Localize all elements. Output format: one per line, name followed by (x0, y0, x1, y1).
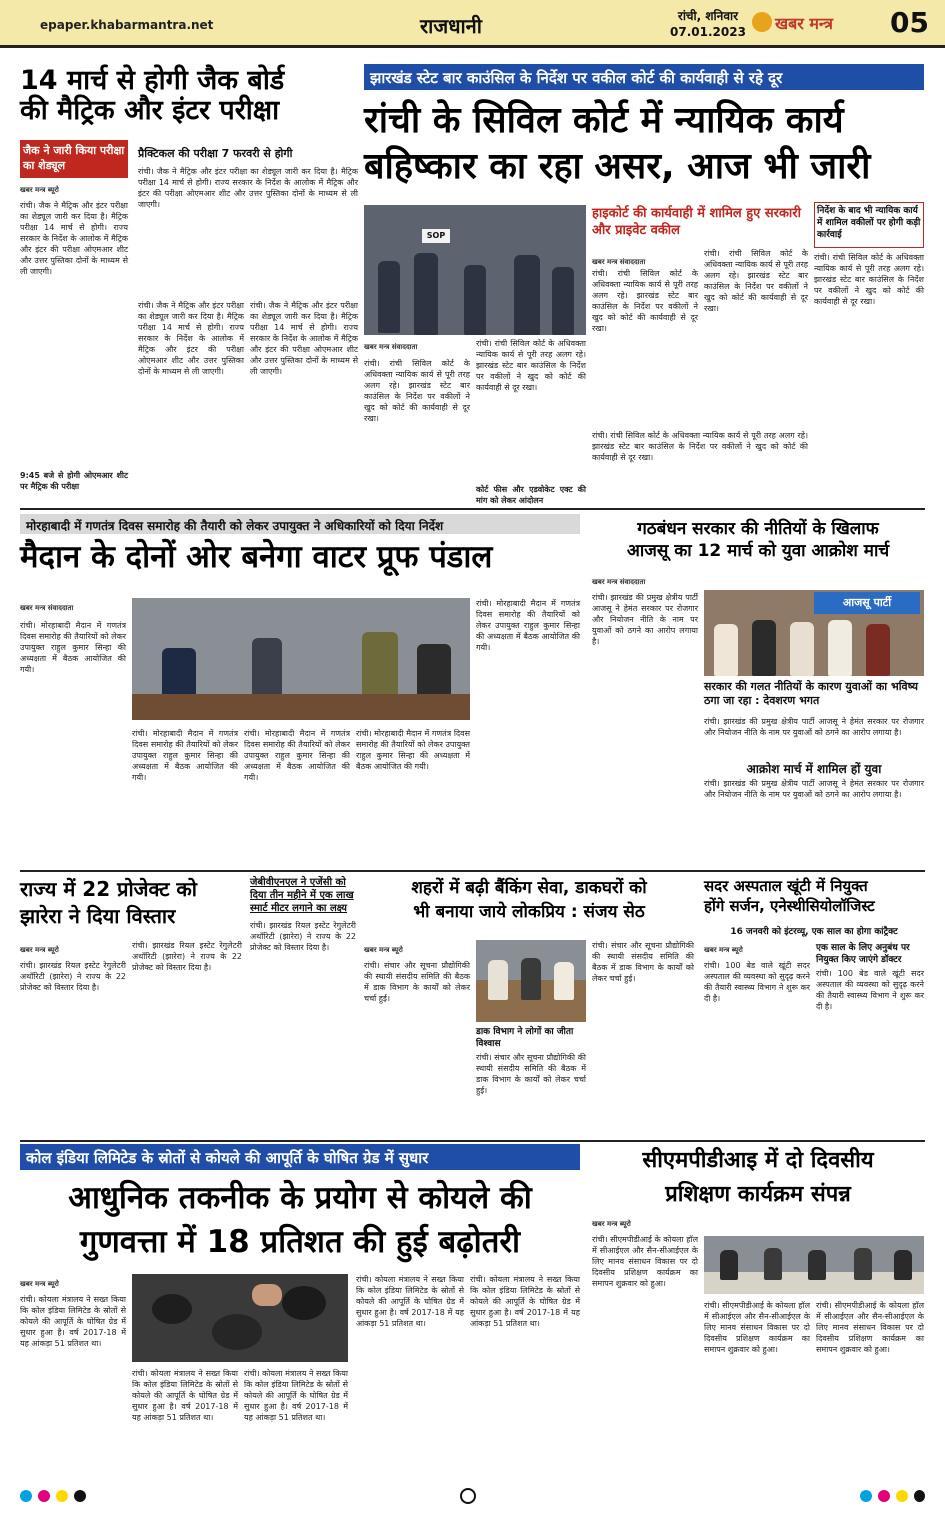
story6-headline (364, 876, 694, 924)
cmpdi-photo (704, 1236, 924, 1294)
story5-headline-line2: झारेरा ने दिया विस्तार (20, 904, 176, 928)
site-url[interactable]: epaper.khabarmantra.net (40, 18, 214, 32)
ajsu-banner: आजसू पार्टी (814, 592, 920, 614)
story6-note: डाक विभाग ने लोगों का जीता विश्वास (476, 1027, 574, 1049)
story7-sub: 16 जनवरी को इंटरव्यू, एक साल का होगा कांट्रैक्ट (730, 927, 898, 937)
page-number: 05 (890, 6, 929, 39)
story4-body: रांची। झारखंड की प्रमुख क्षेत्रीय पार्टी आजसू ने हेमंत सरकार पर रोजगार और नियोजन नीति के नाम पर युवाओं को ठगने का आरोप लगाया है। (592, 593, 698, 646)
story8-kicker: कोल इंडिया लिमिटेड के स्रोतों से कोयले की आपूर्ति के घोषित ग्रेड में सुधार (20, 1144, 580, 1170)
story2-headline-line2: बहिष्कार का रहा असर, आज भी जारी (364, 146, 871, 187)
story8-body-4: रांची। कोयला मंत्रालय ने सख्त किया कि कोल इंडिया लिमिटेड के स्रोतों से कोयले की आपूर्ति के घोषित ग्रेड में सुधार हुआ है। वर्ष 2017-18 में यह आंकड़ा 51 प्रतिशत था। (356, 1275, 464, 1328)
story8-body-3: रांची। कोयला मंत्रालय ने सख्त किया कि कोल इंडिया लिमिटेड के स्रोतों से कोयले की आपूर्ति के घोषित ग्रेड में सुधार हुआ है। वर्ष 2017-18 में यह आंकड़ा 51 प्रतिशत था। (244, 1369, 348, 1422)
story6-body-3: रांची। संचार और सूचना प्रौद्योगिकी की स्थायी संसदीय समिति की बैठक में डाक विभाग के कार्यों को लेकर चर्चा हुई। (592, 941, 694, 983)
section-title: राजधानी (420, 14, 482, 38)
story4-headline-line2: आजसू का 12 मार्च को युवा आक्रोश मार्च (626, 541, 890, 561)
story2-byline-2: खबर मन्त्र संवाददाता (364, 343, 418, 351)
story7-headline-line2: होंगे सर्जन, एनेस्थीसियोलॉजिस्ट (704, 897, 875, 915)
divider (20, 1140, 925, 1142)
story2-body-6: रांची। रांची सिविल कोर्ट के अधिवक्ता न्यायिक कार्य से पूरी तरह अलग रहे। झारखंड स्टेट बार काउंसिल के निर्देश पर वकीलों ने खुद को कोर्ट की कार्यवाही से दूर रखा। (592, 431, 808, 462)
date: 07.01.2023 (670, 25, 746, 39)
story1-headline (20, 66, 360, 125)
story2-body-2: रांची। रांची सिविल कोर्ट के अधिवक्ता न्यायिक कार्य से पूरी तरह अलग रहे। झारखंड स्टेट बार काउंसिल के निर्देश पर वकीलों ने खुद को कोर्ट की कार्यवाही से दूर रखा। (476, 339, 586, 392)
story3-body-3: रांची। मोरहाबादी मैदान में गणतंत्र दिवस समारोह की तैयारियों को लेकर उपायुक्त राहुल कुमार सिन्हा की अध्यक्षता में बैठक आयोजित की गयी। (244, 729, 350, 782)
story8-byline: खबर मन्त्र ब्यूरो (20, 1280, 59, 1288)
story3-kicker: मोरहाबादी में गणतंत्र दिवस समारोह की तैयारी को लेकर उपायुक्त ने अधिकारियों को दिया निर्देश (20, 514, 580, 534)
meeting-photo (132, 598, 470, 720)
story4-sub: सरकार की गलत नीतियों के कारण युवाओं का भविष्य ठगा जा रहा : देवशरण भगत (704, 680, 918, 707)
story5-byline: खबर मन्त्र ब्यूरो (20, 946, 59, 954)
story6-headline-line1: शहरों में बढ़ी बैंकिंग सेवा, डाकघरों को (411, 878, 647, 898)
story3-byline: खबर मन्त्र संवाददाता (20, 604, 74, 612)
story1-byline: खबर मन्त्र ब्यूरो (20, 186, 59, 194)
story9-headline (592, 1144, 924, 1212)
story1-body-3: रांची। जैक ने मैट्रिक और इंटर परीक्षा का शेड्यूल जारी कर दिया है। मैट्रिक परीक्षा 14 मार्च से होगी। राज्य सरकार के निर्देश के आलोक में मैट्रिक और इंटर की परीक्षा ओएमआर शीट और उत्तर पुस्तिका दोनों के माध्यम से ली जाएगी। (138, 301, 244, 376)
story4-headline-line1: गठबंधन सरकार की नीतियों के खिलाफ (637, 519, 879, 539)
story2-side: निर्देश के बाद भी न्यायिक कार्य में शामिल वकीलों पर होगी कड़ी कार्रवाई (814, 202, 924, 248)
story2-headline-line1: रांची के सिविल कोर्ट में न्यायिक कार्य (364, 100, 844, 141)
story4-sub2: आक्रोश मार्च में शामिल हों युवा (746, 762, 882, 776)
story2-body: रांची। रांची सिविल कोर्ट के अधिवक्ता न्यायिक कार्य से पूरी तरह अलग रहे। झारखंड स्टेट बार काउंसिल के निर्देश पर वकीलों ने खुद को कोर्ट की कार्यवाही से दूर रखा। (364, 359, 470, 423)
story2-headline (364, 98, 924, 190)
story8-body: रांची। कोयला मंत्रालय ने सख्त किया कि कोल इंडिया लिमिटेड के स्रोतों से कोयले की आपूर्ति के घोषित ग्रेड में सुधार हुआ है। वर्ष 2017-18 में यह आंकड़ा 51 प्रतिशत था। (20, 1295, 126, 1348)
story2-sub: हाइकोर्ट की कार्यवाही में शामिल हुए सरकारी और प्राइवेट वकील (592, 206, 801, 238)
story9-body-2: रांची। सीएमपीडीआई के कोयला हॉल में सीआईएल और सैन-सीआईएल के लिए मानव संसाधन विकास पर दो दिवसीय प्रशिक्षण कार्यक्रम का समापन शुक्रवार को हुआ। (704, 1301, 810, 1354)
story8-body-5: रांची। कोयला मंत्रालय ने सख्त किया कि कोल इंडिया लिमिटेड के स्रोतों से कोयले की आपूर्ति के घोषित ग्रेड में सुधार हुआ है। वर्ष 2017-18 में यह आंकड़ा 51 प्रतिशत था। (470, 1275, 580, 1328)
sanjay-seth-photo (476, 940, 586, 1022)
story3-body-2: रांची। मोरहाबादी मैदान में गणतंत्र दिवस समारोह की तैयारियों को लेकर उपायुक्त राहुल कुमार सिन्हा की अध्यक्षता में बैठक आयोजित की गयी। (132, 729, 238, 782)
story5-body-3: रांची। झारखंड रियल इस्टेट रेगुलेटरी अथॉरिटी (झारेरा) ने राज्य के 22 प्रोजेक्ट को विस्तार दिया है। (250, 921, 356, 952)
story2-body-5: रांची। रांची सिविल कोर्ट के अधिवक्ता न्यायिक कार्य से पूरी तरह अलग रहे। झारखंड स्टेट बार काउंसिल के निर्देश पर वकीलों ने खुद को कोर्ट की कार्यवाही से दूर रखा। (814, 253, 924, 306)
ajsu-photo (704, 590, 924, 676)
story5-sub: जेबीवीएनएल ने एजेंसी को दिया तीन महीने में एक लाख स्मार्ट मीटर लगाने का लक्ष्य (250, 877, 354, 914)
story3-headline: मैदान के दोनों ओर बनेगा वाटर प्रूफ पंडाल (20, 539, 493, 575)
story9-headline-line1: सीएमपीडीआइ में दो दिवसीय (642, 1148, 874, 1173)
story3-body-5: रांची। मोरहाबादी मैदान में गणतंत्र दिवस समारोह की तैयारियों को लेकर उपायुक्त राहुल कुमार सिन्हा की अध्यक्षता में बैठक आयोजित की गयी। (476, 599, 580, 652)
story5-body-2: रांची। झारखंड रियल इस्टेट रेगुलेटरी अथॉरिटी (झारेरा) ने राज्य के 22 प्रोजेक्ट को विस्तार दिया है। (132, 941, 242, 972)
story4-body-3: रांची। झारखंड की प्रमुख क्षेत्रीय पार्टी आजसू ने हेमंत सरकार पर रोजगार और नियोजन नीति के नाम पर युवाओं को ठगने का आरोप लगाया है। (704, 779, 924, 799)
city-day: रांची, शनिवार (677, 9, 739, 23)
story1-sub: प्रैक्टिकल की परीक्षा 7 फरवरी से होगी (138, 147, 293, 160)
print-registration-bar (20, 1484, 925, 1508)
coal-photo (132, 1274, 348, 1362)
story1-body-2: रांची। जैक ने मैट्रिक और इंटर परीक्षा का शेड्यूल जारी कर दिया है। मैट्रिक परीक्षा 14 मार्च से होगी। राज्य सरकार के निर्देश के आलोक में मैट्रिक और इंटर की परीक्षा ओएमआर शीट और उत्तर पुस्तिका दोनों के माध्यम से ली जाएगी। (138, 167, 358, 209)
story9-byline: खबर मन्त्र ब्यूरो (592, 1220, 631, 1228)
story2-body-4: रांची। रांची सिविल कोर्ट के अधिवक्ता न्यायिक कार्य से पूरी तरह अलग रहे। झारखंड स्टेट बार काउंसिल के निर्देश पर वकीलों ने खुद को कोर्ट की कार्यवाही से दूर रखा। (704, 249, 808, 313)
story1-headline-line1: 14 मार्च से होगी जैक बोर्ड (20, 65, 285, 96)
story5-body: रांची। झारखंड रियल इस्टेट रेगुलेटरी अथॉरिटी (झारेरा) ने राज्य के 22 प्रोजेक्ट को विस्तार दिया है। (20, 961, 126, 992)
story6-body: रांची। संचार और सूचना प्रौद्योगिकी की स्थायी संसदीय समिति की बैठक में डाक विभाग के कार्यों को लेकर चर्चा हुई। (364, 961, 470, 1003)
story2-body-3: रांची। रांची सिविल कोर्ट के अधिवक्ता न्यायिक कार्य से पूरी तरह अलग रहे। झारखंड स्टेट बार काउंसिल के निर्देश पर वकीलों ने खुद को कोर्ट की कार्यवाही से दूर रखा। (592, 269, 698, 333)
story4-body-2: रांची। झारखंड की प्रमुख क्षेत्रीय पार्टी आजसू ने हेमंत सरकार पर रोजगार और नियोजन नीति के नाम पर युवाओं को ठगने का आरोप लगाया है। (704, 717, 924, 737)
story6-headline-line2: भी बनाया जाये लोकप्रिय : संजय सेठ (413, 902, 645, 922)
story6-byline: खबर मन्त्र ब्यूरो (364, 946, 403, 954)
story1-headline-line2: की मैट्रिक और इंटर परीक्षा (20, 94, 280, 126)
story4-headline (592, 518, 924, 562)
story1-note: 9:45 बजे से होगी ओएमआर शीट पर मैट्रिक की परीक्षा (20, 471, 128, 491)
story6-body-2: रांची। संचार और सूचना प्रौद्योगिकी की स्थायी संसदीय समिति की बैठक में डाक विभाग के कार्यों को लेकर चर्चा हुई। (476, 1053, 586, 1095)
sop-sign: SOP (422, 229, 450, 243)
divider (20, 870, 925, 872)
story8-headline-line1: आधुनिक तकनीक के प्रयोग से कोयले की (68, 1180, 532, 1216)
story7-headline (704, 876, 924, 916)
story2-note: कोर्ट फीस और एडवोकेट एक्ट की मांग को लेकर आंदोलन (476, 485, 586, 505)
story7-headline-line1: सदर अस्पताल खूंटी में नियुक्त (704, 877, 868, 895)
story7-byline: खबर मन्त्र ब्यूरो (704, 946, 743, 954)
story8-body-2: रांची। कोयला मंत्रालय ने सख्त किया कि कोल इंडिया लिमिटेड के स्रोतों से कोयले की आपूर्ति के घोषित ग्रेड में सुधार हुआ है। वर्ष 2017-18 में यह आंकड़ा 51 प्रतिशत था। (132, 1369, 238, 1422)
story1-body-4: रांची। जैक ने मैट्रिक और इंटर परीक्षा का शेड्यूल जारी कर दिया है। मैट्रिक परीक्षा 14 मार्च से होगी। राज्य सरकार के निर्देश के आलोक में मैट्रिक और इंटर की परीक्षा ओएमआर शीट और उत्तर पुस्तिका दोनों के माध्यम से ली जाएगी। (250, 301, 358, 376)
story3-body: रांची। मोरहाबादी मैदान में गणतंत्र दिवस समारोह की तैयारियों को लेकर उपायुक्त राहुल कुमार सिन्हा की अध्यक्षता में बैठक आयोजित की गयी। (20, 621, 126, 674)
divider (20, 508, 925, 510)
story8-headline-line2: गुणवत्ता में 18 प्रतिशत की हुई बढ़ोतरी (79, 1224, 521, 1260)
story3-body-4: रांची। मोरहाबादी मैदान में गणतंत्र दिवस समारोह की तैयारियों को लेकर उपायुक्त राहुल कुमार सिन्हा की अध्यक्षता में बैठक आयोजित की गयी। (356, 729, 470, 771)
story4-byline: खबर मन्त्र संवाददाता (592, 578, 646, 586)
story7-body-2: रांची। 100 बेड वाले खूंटी सदर अस्पताल की व्यवस्था को सुदृढ़ करने की तैयारी स्वास्थ्य विभाग ने शुरू कर दी है। (816, 969, 924, 1011)
brand-name: खबर मन्त्र (775, 14, 833, 33)
story2-kicker: झारखंड स्टेट बार काउंसिल के निर्देश पर वकील कोर्ट की कार्यवाही से रहे दूर (364, 64, 924, 90)
story9-headline-line2: प्रशिक्षण कार्यक्रम संपन्न (665, 1182, 851, 1207)
story5-headline (20, 876, 246, 930)
story5-headline-line1: राज्य में 22 प्रोजेक्ट को (20, 877, 197, 901)
story8-headline (20, 1176, 580, 1264)
dateline (670, 8, 746, 40)
story9-body: रांची। सीएमपीडीआई के कोयला हॉल में सीआईएल और सैन-सीआईएल के लिए मानव संसाधन विकास पर दो दिवसीय प्रशिक्षण कार्यक्रम का समापन शुक्रवार को हुआ। (592, 1235, 698, 1288)
story7-body: रांची। 100 बेड वाले खूंटी सदर अस्पताल की व्यवस्था को सुदृढ़ करने की तैयारी स्वास्थ्य विभाग ने शुरू कर दी है। (704, 961, 810, 1003)
story2-byline: खबर मन्त्र संवाददाता (592, 258, 646, 266)
story1-body: रांची। जैक ने मैट्रिक और इंटर परीक्षा का शेड्यूल जारी कर दिया है। मैट्रिक परीक्षा 14 मार्च से होगी। राज्य सरकार के निर्देश के आलोक में मैट्रिक और इंटर की परीक्षा ओएमआर शीट और उत्तर पुस्तिका दोनों के माध्यम से ली जाएगी। (20, 201, 128, 276)
story7-note: एक साल के लिए अनुबंध पर नियुक्त किए जाएंगे डॉक्टर (816, 943, 910, 965)
court-photo (364, 205, 586, 335)
story1-tag: जैक ने जारी किया परीक्षा का शेड्यूल (20, 140, 128, 178)
story9-body-3: रांची। सीएमपीडीआई के कोयला हॉल में सीआईएल और सैन-सीआईएल के लिए मानव संसाधन विकास पर दो दिवसीय प्रशिक्षण कार्यक्रम का समापन शुक्रवार को हुआ। (816, 1301, 924, 1354)
brand-logo-icon (752, 12, 772, 32)
